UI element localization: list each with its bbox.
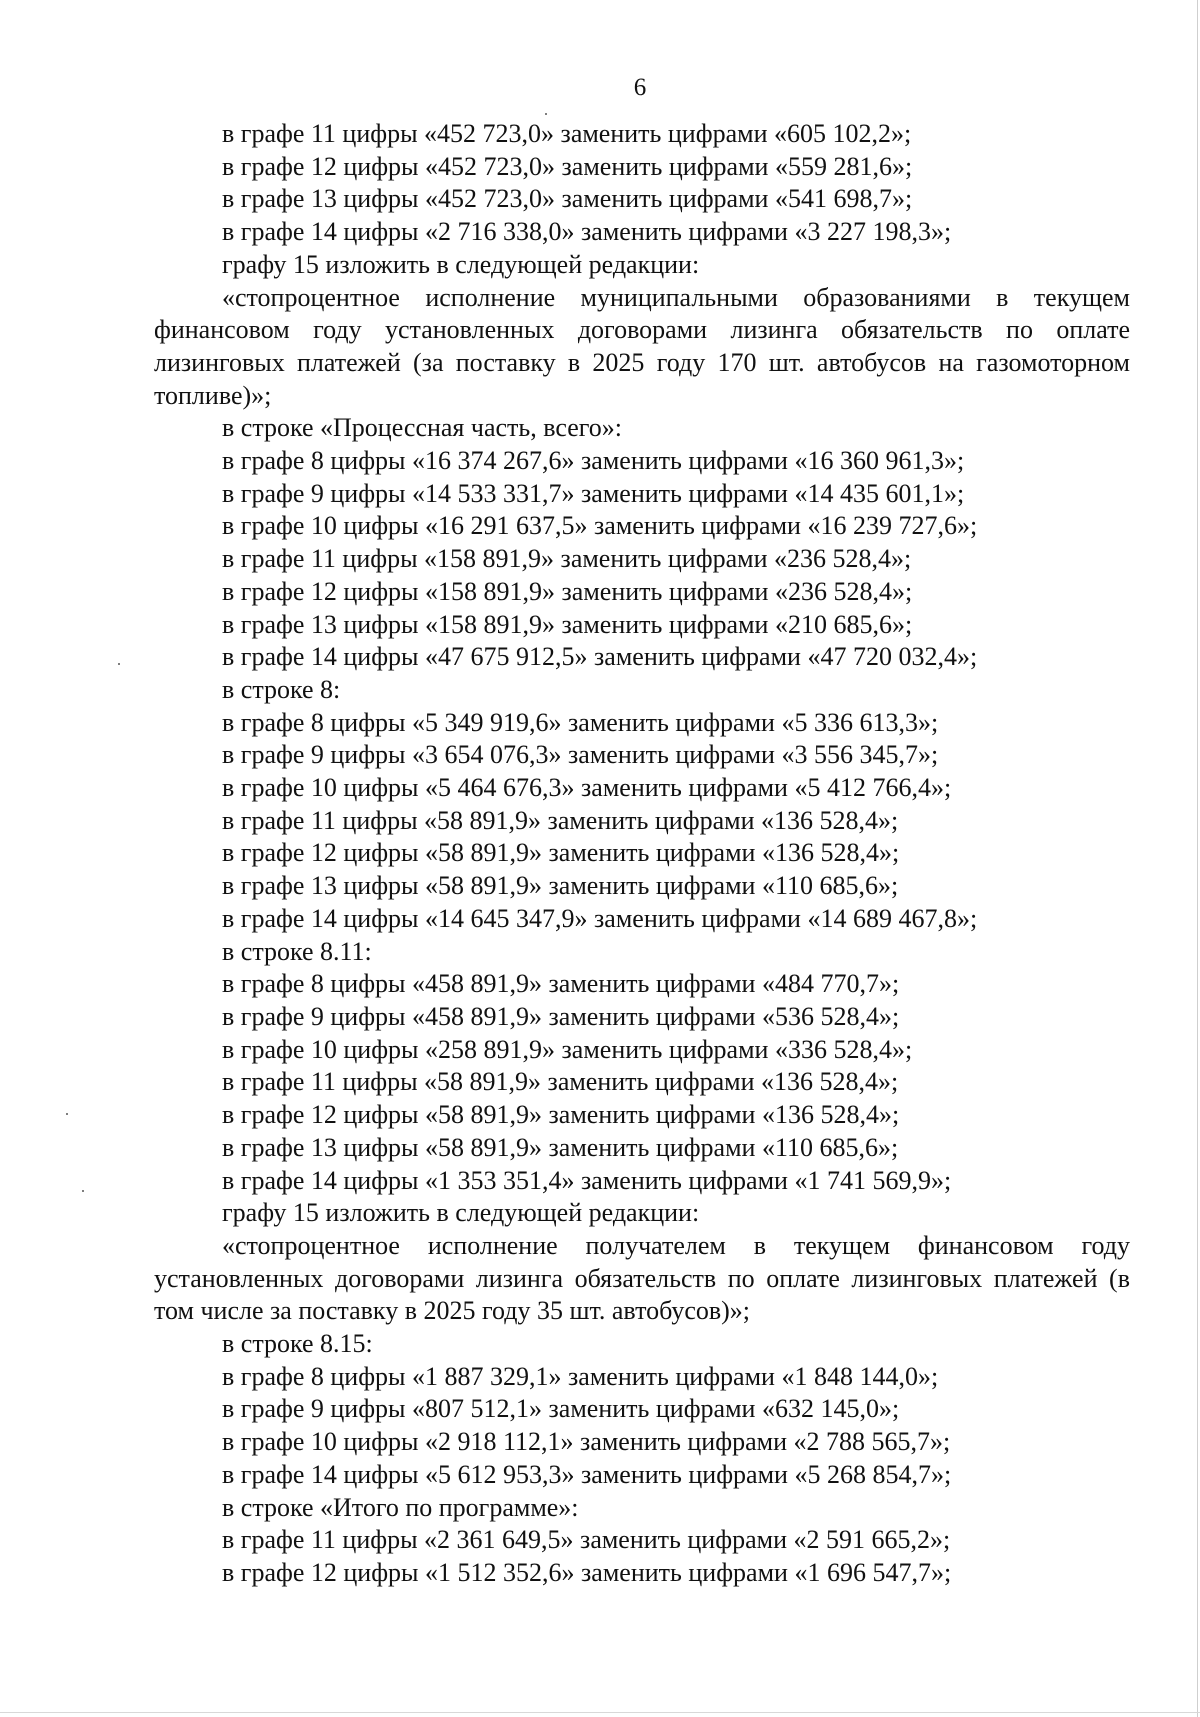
scan-speck: [545, 113, 547, 115]
scan-speck: [66, 1113, 68, 1115]
amendment-line: в графе 10 цифры «258 891,9» заменить цифрами «336 528,4»;: [222, 1034, 913, 1064]
amendment-line: в строке 8.11:: [222, 936, 372, 966]
scan-speck: [82, 1190, 84, 1192]
page-edge-right: [1197, 0, 1198, 1717]
amendment-line: в графе 9 цифры «458 891,9» заменить цифрами «536 528,4»;: [222, 1001, 900, 1031]
amendment-block-2: [154, 412, 1130, 1230]
amendment-line: в строке 8:: [222, 674, 341, 704]
replacement-paragraph-1: «стопроцентное исполнение муниципальными образованиями в текущем финансовом году установленных договорами лизинга обязательств по оплате лизинговых платежей (за поставку в 2025 году 170 шт. автобусов на газомоторном топливе)»;: [154, 282, 1130, 410]
amendment-line: в строке «Процессная часть, всего»:: [222, 413, 623, 443]
amendment-block-3: [154, 1328, 1130, 1590]
amendment-line: в графе 12 цифры «452 723,0» заменить цифрами «559 281,6»;: [222, 151, 913, 181]
amendment-line: в графе 10 цифры «2 918 112,1» заменить цифрами «2 788 565,7»;: [222, 1427, 951, 1457]
amendment-line: в графе 9 цифры «3 654 076,3» заменить цифрами «3 556 345,7»;: [222, 740, 939, 770]
amendment-line: графу 15 изложить в следующей редакции:: [222, 249, 700, 279]
amendment-line: в строке 8.15:: [222, 1329, 373, 1359]
amendment-line: в графе 11 цифры «58 891,9» заменить цифрами «136 528,4»;: [222, 1067, 899, 1097]
amendment-line: в графе 8 цифры «458 891,9» заменить цифрами «484 770,7»;: [222, 969, 900, 999]
amendment-line: в графе 12 цифры «1 512 352,6» заменить цифрами «1 696 547,7»;: [222, 1557, 952, 1587]
amendment-line: в графе 10 цифры «16 291 637,5» заменить цифрами «16 239 727,6»;: [222, 511, 978, 541]
amendment-block-1: [154, 118, 1130, 282]
amendment-line: в графе 9 цифры «807 512,1» заменить цифрами «632 145,0»;: [222, 1394, 900, 1424]
amendment-line: в графе 14 цифры «1 353 351,4» заменить цифрами «1 741 569,9»;: [222, 1165, 952, 1195]
amendment-line: в графе 11 цифры «452 723,0» заменить цифрами «605 102,2»;: [222, 119, 912, 148]
amendment-line: в строке «Итого по программе»:: [222, 1492, 579, 1522]
scan-speck: [118, 663, 120, 665]
amendment-line: в графе 13 цифры «452 723,0» заменить цифрами «541 698,7»;: [222, 184, 913, 214]
amendment-line: в графе 14 цифры «14 645 347,9» заменить цифрами «14 689 467,8»;: [222, 903, 978, 933]
amendment-line: графу 15 изложить в следующей редакции:: [222, 1198, 700, 1228]
amendment-line: в графе 12 цифры «58 891,9» заменить цифрами «136 528,4»;: [222, 838, 900, 868]
amendment-line: в графе 11 цифры «58 891,9» заменить цифрами «136 528,4»;: [222, 805, 899, 835]
amendment-line: в графе 14 цифры «47 675 912,5» заменить цифрами «47 720 032,4»;: [222, 642, 978, 672]
amendment-line: в графе 13 цифры «58 891,9» заменить цифрами «110 685,6»;: [222, 1132, 899, 1162]
page-edge-bottom: [0, 1712, 1200, 1713]
amendment-line: в графе 12 цифры «58 891,9» заменить цифрами «136 528,4»;: [222, 1100, 900, 1130]
amendment-line: в графе 9 цифры «14 533 331,7» заменить цифрами «14 435 601,1»;: [222, 478, 965, 508]
amendment-line: в графе 11 цифры «158 891,9» заменить цифрами «236 528,4»;: [222, 544, 912, 574]
amendment-line: в графе 8 цифры «1 887 329,1» заменить цифрами «1 848 144,0»;: [222, 1361, 939, 1391]
page-number: 6: [633, 74, 647, 101]
amendment-line: в графе 8 цифры «5 349 919,6» заменить цифрами «5 336 613,3»;: [222, 707, 939, 737]
amendment-line: в графе 14 цифры «5 612 953,3» заменить цифрами «5 268 854,7»;: [222, 1459, 952, 1489]
document-body: [154, 118, 1130, 1590]
amendment-line: в графе 10 цифры «5 464 676,3» заменить цифрами «5 412 766,4»;: [222, 773, 952, 803]
amendment-line: в графе 13 цифры «158 891,9» заменить цифрами «210 685,6»;: [222, 609, 913, 639]
amendment-line: в графе 12 цифры «158 891,9» заменить цифрами «236 528,4»;: [222, 576, 913, 606]
amendment-line: в графе 13 цифры «58 891,9» заменить цифрами «110 685,6»;: [222, 871, 899, 901]
amendment-line: в графе 14 цифры «2 716 338,0» заменить цифрами «3 227 198,3»;: [222, 217, 952, 247]
amendment-line: в графе 8 цифры «16 374 267,6» заменить цифрами «16 360 961,3»;: [222, 446, 965, 476]
replacement-paragraph-2: «стопроцентное исполнение получателем в текущем финансовом году установленных договорами лизинга обязательств по оплате лизинговых платежей (в том числе за поставку в 2025 году 35 шт. автобусов)»;: [154, 1230, 1130, 1326]
amendment-line: в графе 11 цифры «2 361 649,5» заменить цифрами «2 591 665,2»;: [222, 1525, 951, 1555]
